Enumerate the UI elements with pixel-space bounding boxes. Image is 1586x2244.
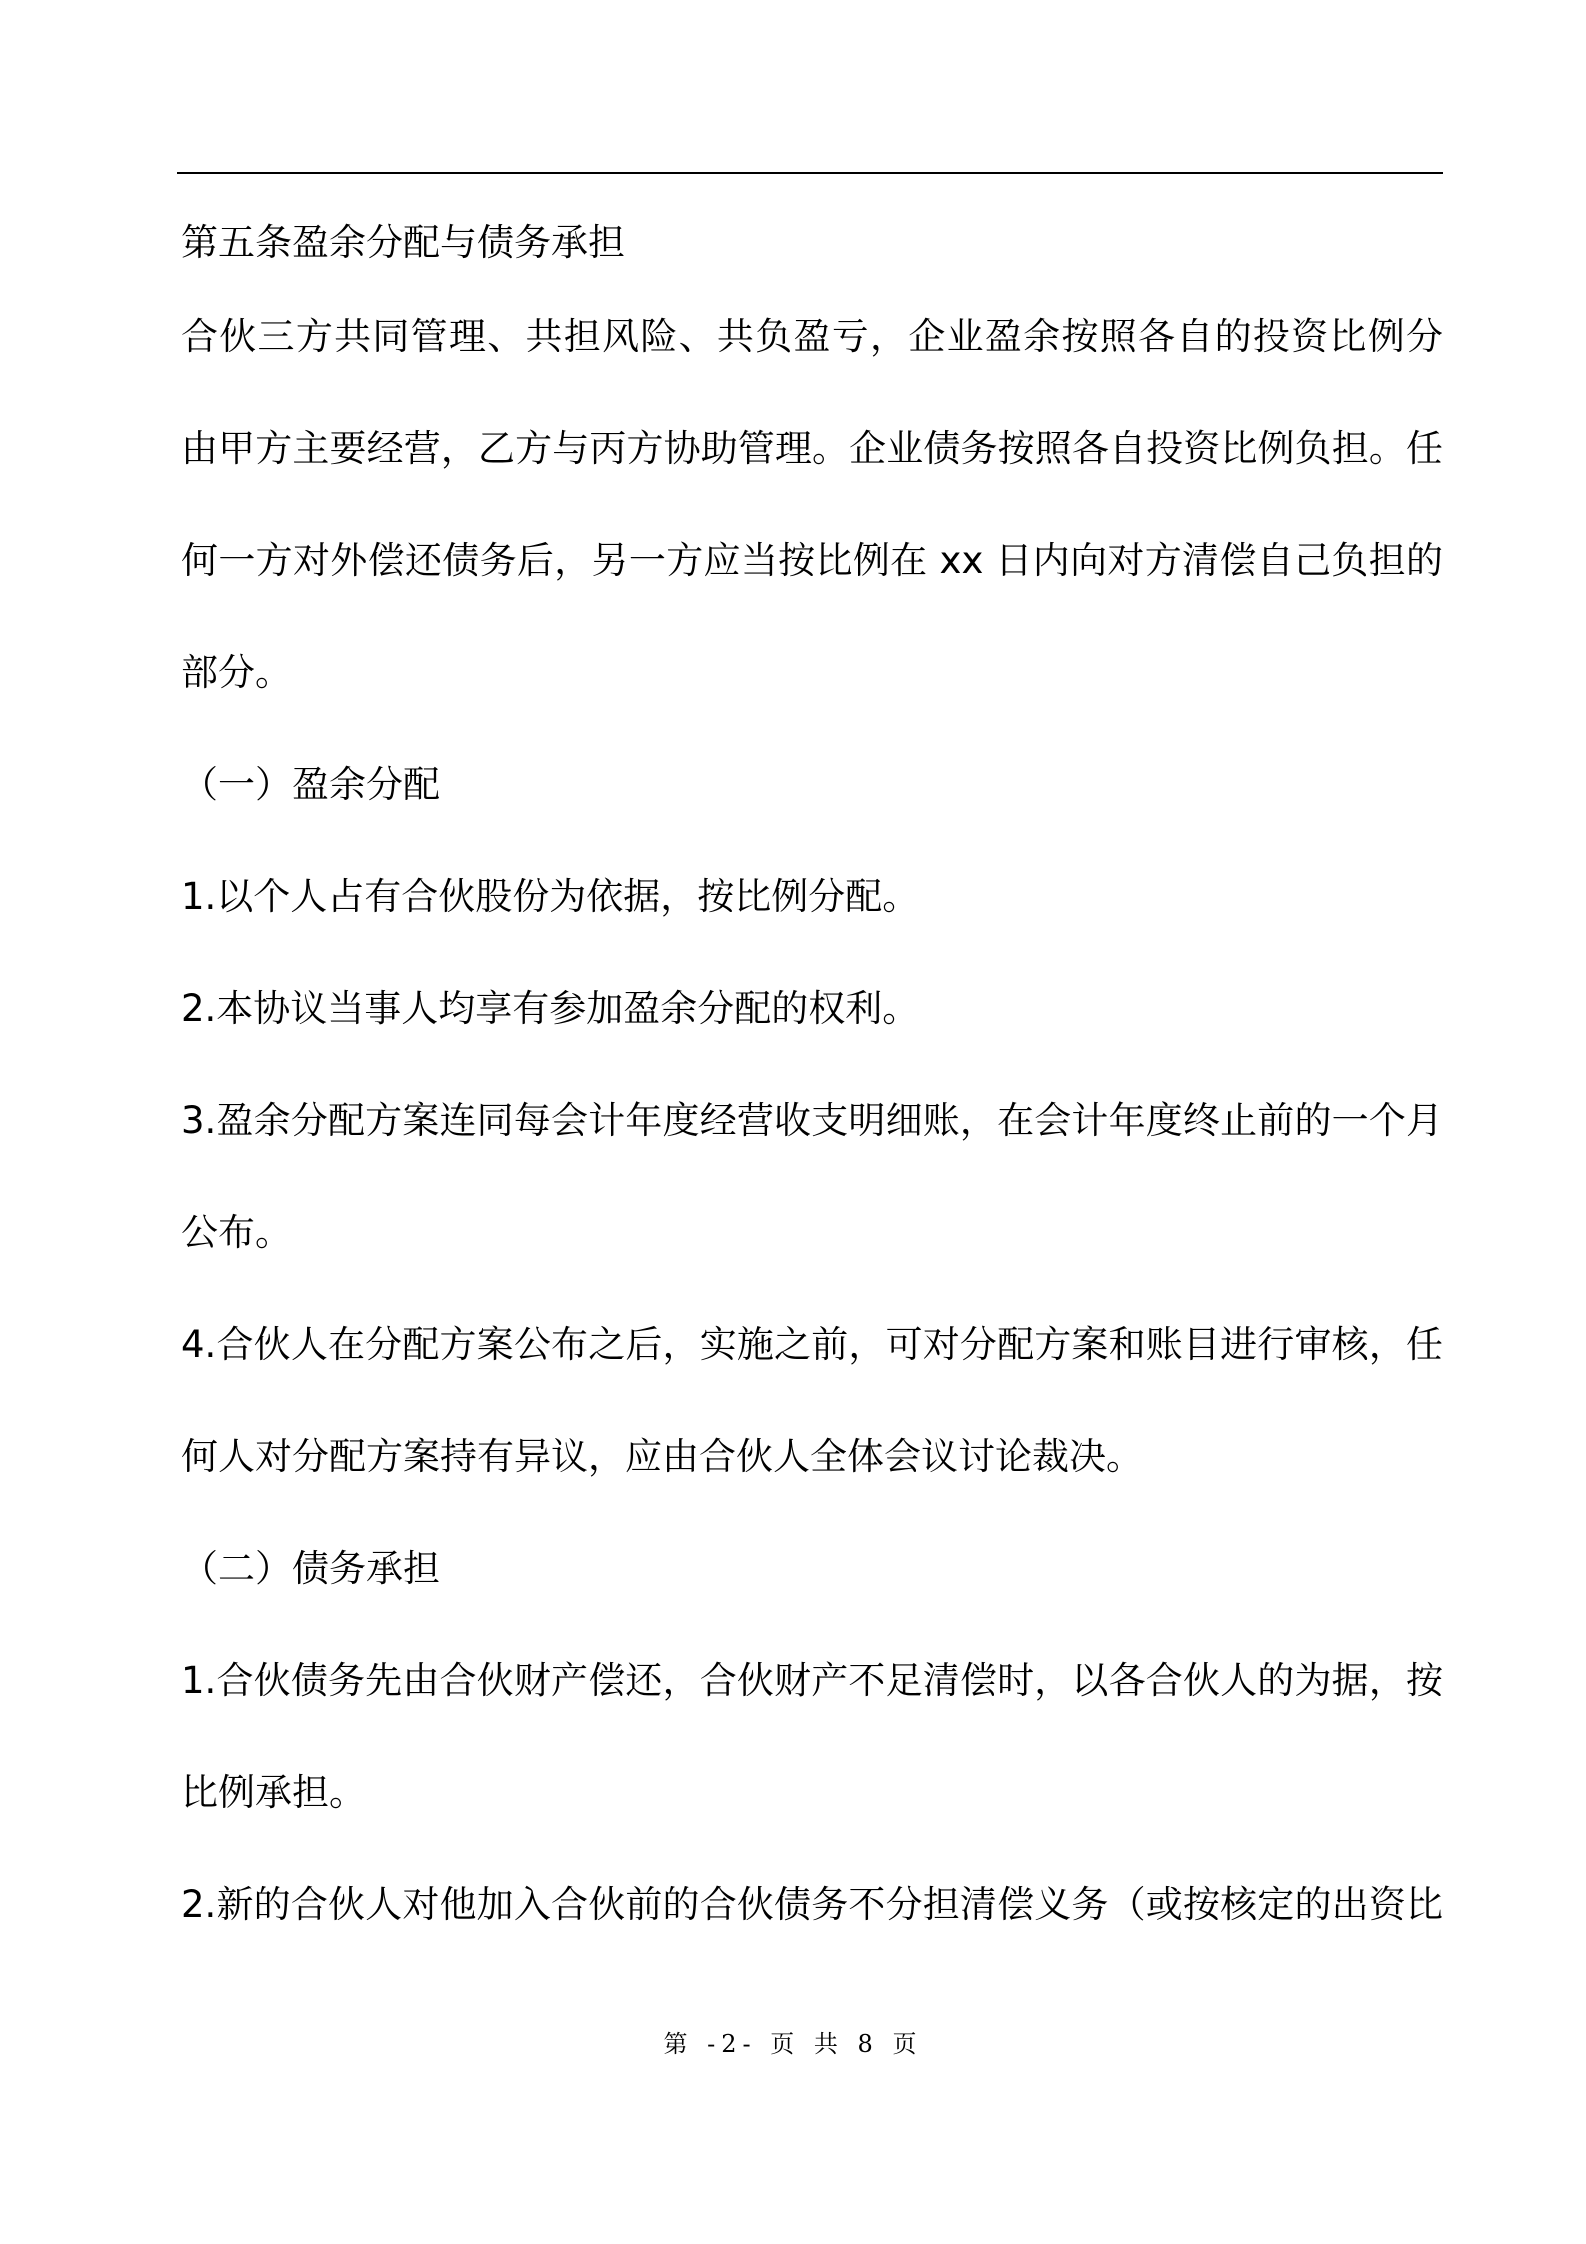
list-item: 1.以个人占有合伙股份为依据，按比例分配。: [181, 875, 920, 918]
paragraph-line: 由甲方主要经营，乙方与丙方协助管理。企业债务按照各自投资比例负担。任: [181, 427, 1443, 470]
list-item: 3.盈余分配方案连同每会计年度经营收支明细账，在会计年度终止前的一个月: [181, 1099, 1443, 1142]
page-number: 第 -2- 页 共 8 页: [663, 2030, 923, 2058]
list-item-continuation: 公布。: [181, 1211, 292, 1254]
list-item-continuation: 何人对分配方案持有异议，应由合伙人全体会议讨论裁决。: [181, 1435, 1143, 1478]
subsection-heading: （一）盈余分配: [181, 763, 440, 806]
paragraph-line: 何一方对外偿还债务后，另一方应当按比例在 xx 日内向对方清偿自己负担的: [181, 539, 1443, 582]
list-item: 1.合伙债务先由合伙财产偿还，合伙财产不足清偿时，以各合伙人的为据，按: [181, 1659, 1443, 1702]
list-item-continuation: 比例承担。: [181, 1771, 366, 1814]
paragraph-line: 合伙三方共同管理、共担风险、共负盈亏，企业盈余按照各自的投资比例分: [181, 315, 1443, 358]
header-rule: [177, 172, 1443, 174]
document-body: [181, 205, 1443, 1961]
subsection-heading: （二）债务承担: [181, 1547, 440, 1590]
list-item: 2.新的合伙人对他加入合伙前的合伙债务不分担清偿义务（或按核定的出资比: [181, 1883, 1443, 1926]
section-title: 第五条盈余分配与债务承担: [181, 221, 625, 264]
list-item: 4.合伙人在分配方案公布之后，实施之前，可对分配方案和账目进行审核，任: [181, 1323, 1443, 1366]
list-item: 2.本协议当事人均享有参加盈余分配的权利。: [181, 987, 920, 1030]
paragraph-line: 部分。: [181, 651, 292, 694]
